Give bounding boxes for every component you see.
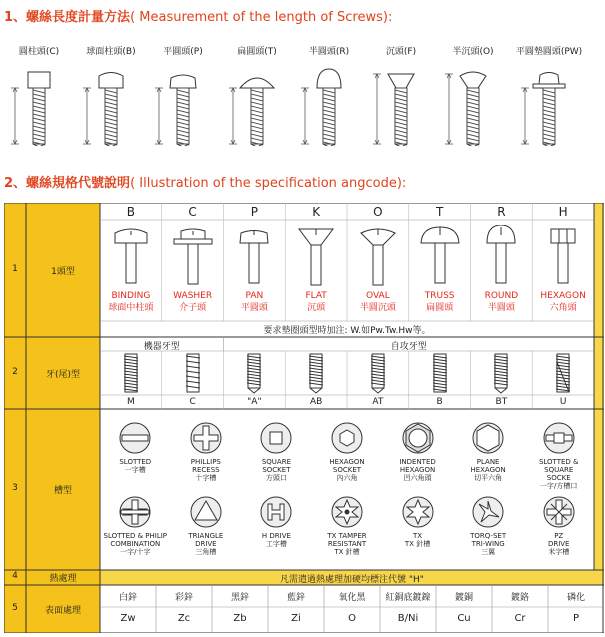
surface-name: 彩鋅	[174, 593, 193, 603]
head-code: T	[435, 205, 444, 219]
head-code: O	[373, 205, 383, 219]
recess-en: SQUARE SOCKET	[261, 458, 291, 474]
surface-code: Zi	[291, 613, 301, 624]
recess-diagram	[259, 495, 293, 529]
head-code: R	[497, 205, 506, 219]
row-label: 1頭型	[51, 267, 75, 277]
surface-name: 磷化	[566, 593, 585, 603]
thread-code: M	[126, 397, 135, 407]
recess-diagram	[471, 421, 505, 455]
slotted-square-icon	[542, 421, 576, 455]
cheese-head-icon	[2, 60, 76, 146]
head-code: H	[558, 205, 568, 219]
thread-code: "A"	[247, 397, 262, 407]
recess-diagram	[330, 495, 364, 529]
section-1-zh: 螺絲長度計量方法	[26, 10, 131, 25]
surface-code: Zc	[177, 613, 191, 624]
head-diagram	[168, 225, 218, 287]
section-2-zh: 螺絲規格代號說明	[26, 176, 131, 191]
recess-zh: 一字槽	[124, 466, 146, 474]
head-diagram	[415, 225, 465, 287]
square-socket-icon	[259, 421, 293, 455]
head-code: P	[250, 205, 258, 219]
surface-code: Zb	[233, 613, 247, 624]
recess-diagram	[401, 421, 435, 455]
head-diagram	[291, 225, 341, 287]
recess-zh: 三角槽	[195, 548, 217, 556]
binding-head-icon	[74, 60, 148, 146]
head-en: OVAL	[366, 291, 390, 301]
pan-washer-head-icon	[512, 60, 586, 146]
recess-en: TX	[413, 532, 423, 540]
row-label: 熱處理	[49, 574, 77, 584]
row-label: 牙(尾)型	[45, 370, 81, 380]
head-en: WASHER	[173, 291, 213, 301]
surface-code: B/Ni	[397, 613, 419, 624]
recess-en: TX TAMPER RESISTANT	[327, 532, 367, 548]
head-en: TRUSS	[424, 291, 455, 301]
recess-zh: 十字槽	[195, 474, 217, 482]
row-number: 2	[12, 367, 18, 377]
surface-code: Cu	[457, 613, 471, 624]
row-label: 表面處理	[44, 606, 81, 616]
recess-zh: 工字槽	[265, 540, 287, 548]
head-diagram	[106, 225, 156, 287]
thread-diagram	[548, 352, 578, 394]
head-diagram	[229, 225, 279, 287]
head-zh: 扁圓頭	[426, 303, 454, 313]
recess-zh: 米字槽	[548, 548, 570, 556]
flat-head-icon	[364, 60, 438, 146]
thread-0-icon	[116, 352, 146, 394]
thread-6-icon	[486, 352, 516, 394]
head-diagram	[353, 225, 403, 287]
head-zh: 六角頭	[549, 303, 577, 313]
head-code: C	[188, 205, 197, 219]
thread-1-icon	[178, 352, 208, 394]
head-en: BINDING	[111, 291, 151, 301]
head-en: ROUND	[484, 291, 519, 301]
measure-item-round-head	[292, 46, 366, 146]
measure-label: 半沉頭(O)	[452, 47, 494, 57]
section-2-number: 2、	[4, 176, 27, 191]
head-R-icon	[476, 225, 526, 287]
thread-group-tapping: 自攻牙型	[390, 342, 427, 352]
plane-hex-icon	[471, 421, 505, 455]
recess-zh: 內六角	[336, 474, 358, 482]
round-head-icon	[292, 60, 366, 146]
thread-diagram	[363, 352, 393, 394]
measure-item-truss-head	[220, 46, 294, 146]
recess-diagram	[259, 421, 293, 455]
oval-head-icon	[436, 60, 510, 146]
thread-5-icon	[425, 352, 455, 394]
truss-head-icon	[220, 60, 294, 146]
head-zh: 沉頭	[307, 303, 326, 313]
thread-diagram	[486, 352, 516, 394]
head-zh: 平圓頭	[240, 303, 268, 313]
measure-item-pan-washer-head	[512, 46, 586, 146]
thread-code: C	[189, 397, 196, 407]
section-2-title	[4, 172, 406, 191]
combination-icon	[118, 495, 152, 529]
recess-en: HEXAGON SOCKET	[329, 458, 365, 474]
row-number: 3	[12, 483, 18, 493]
surface-name: 鍍鉻	[510, 593, 529, 603]
head-en: HEXAGON	[540, 291, 586, 301]
row-number: 4	[12, 571, 18, 581]
measure-item-cheese-head	[2, 46, 76, 146]
recess-en: SLOTTED & PHILIP COMBINATION	[103, 532, 168, 548]
measure-item-oval-head	[436, 46, 510, 146]
thread-diagram	[425, 352, 455, 394]
head-zh: 球面中柱頭	[108, 303, 154, 313]
section-1-en: ( Measurement of the length of Screws):	[130, 10, 393, 25]
recess-diagram	[401, 495, 435, 529]
thread-code: AB	[309, 397, 323, 407]
thread-2-icon	[239, 352, 269, 394]
head-T-icon	[415, 225, 465, 287]
measure-label: 圓柱頭(C)	[18, 47, 60, 57]
thread-diagram	[178, 352, 208, 394]
recess-en: PLANE HEXAGON	[470, 458, 506, 474]
recess-en: TRIANGLE DRIVE	[188, 532, 224, 548]
thread-code: U	[559, 397, 567, 407]
recess-en: H DRIVE	[261, 532, 291, 540]
row-number: 1	[12, 264, 18, 274]
measure-label: 半圓頭(R)	[308, 47, 350, 57]
head-en: FLAT	[305, 291, 327, 301]
recess-en: TORQ-SET TRI-WING	[470, 532, 507, 548]
washer-note: 要求墊圈頭型時加注: W.如Pw.Tw.Hw等。	[263, 326, 431, 336]
head-K-icon	[291, 225, 341, 287]
head-code: B	[126, 205, 135, 219]
tx-tamper-icon	[330, 495, 364, 529]
recess-en: PZ DRIVE	[547, 532, 570, 548]
section-1-number: 1、	[4, 10, 27, 25]
recess-diagram	[330, 421, 364, 455]
thread-code: BT	[495, 397, 508, 407]
recess-en: PHILLIPS RECESS	[190, 458, 221, 474]
surface-name: 紅銅底鍍鎳	[385, 593, 431, 603]
head-zh: 半圓頭	[487, 303, 515, 313]
thread-diagram	[239, 352, 269, 394]
head-en: PAN	[245, 291, 264, 301]
tri-wing-icon	[471, 495, 505, 529]
surface-name: 藍鋅	[286, 593, 305, 603]
pz-icon	[542, 495, 576, 529]
thread-7-icon	[548, 352, 578, 394]
thread-diagram	[301, 352, 331, 394]
thread-group-machine: 機器牙型	[143, 342, 180, 352]
h-drive-icon	[259, 495, 293, 529]
recess-diagram	[118, 495, 152, 529]
pan-head-icon	[146, 60, 220, 146]
recess-diagram	[189, 421, 223, 455]
recess-en: SLOTTED	[119, 458, 152, 466]
recess-en: INDENTED HEXAGON	[399, 458, 436, 474]
measure-item-flat-head	[364, 46, 438, 146]
measure-label: 平圓頭(P)	[163, 47, 203, 57]
recess-zh: TX 針槽	[404, 540, 431, 548]
recess-zh: TX 針槽	[334, 548, 360, 556]
surface-code: Cr	[514, 613, 526, 624]
recess-diagram	[471, 495, 505, 529]
thread-4-icon	[363, 352, 393, 394]
measure-label: 平圓墊圓頭(PW)	[515, 47, 583, 57]
indented-hex-icon	[401, 421, 435, 455]
recess-zh: 一字/十字	[120, 548, 151, 556]
surface-code: O	[348, 613, 356, 624]
head-code: K	[312, 205, 321, 219]
specification-table	[4, 203, 604, 633]
head-zh: 介子頭	[179, 303, 207, 313]
thread-diagram	[116, 352, 146, 394]
measure-item-pan-head	[146, 46, 220, 146]
surface-code: P	[572, 613, 580, 624]
surface-code: Zw	[120, 613, 136, 624]
measure-label: 扁圓頭(T)	[237, 47, 277, 57]
recess-diagram	[189, 495, 223, 529]
triangle-icon	[189, 495, 223, 529]
head-H-icon	[538, 225, 588, 287]
recess-diagram	[118, 421, 152, 455]
surface-name: 氧化黑	[338, 593, 366, 603]
surface-name: 鍍銅	[454, 593, 473, 603]
head-B-icon	[106, 225, 156, 287]
head-diagram	[476, 225, 526, 287]
recess-zh: 三翼	[481, 548, 496, 556]
surface-name: 黑鋅	[230, 593, 249, 603]
head-P-icon	[229, 225, 279, 287]
recess-diagram	[542, 421, 576, 455]
recess-zh: 凹六角頭	[403, 474, 432, 482]
head-C-icon	[168, 225, 218, 287]
measure-label: 沉頭(F)	[385, 47, 417, 57]
hex-socket-icon	[330, 421, 364, 455]
thread-code: AT	[372, 397, 384, 407]
head-zh: 半圓沉頭	[359, 303, 396, 313]
row-label: 槽型	[53, 486, 72, 496]
phillips-icon	[189, 421, 223, 455]
recess-en: SLOTTED & SQUARE SOCKE	[538, 458, 579, 482]
section-2-en: ( Illustration of the specification angcode):	[130, 176, 407, 191]
recess-diagram	[542, 495, 576, 529]
thread-3-icon	[301, 352, 331, 394]
measure-item-binding-head	[74, 46, 148, 146]
head-diagram	[538, 225, 588, 287]
recess-zh: 切平六角	[474, 474, 503, 482]
surface-name: 白鋅	[118, 593, 137, 603]
recess-zh: 一字/方槽口	[540, 482, 578, 490]
thread-code: B	[436, 397, 443, 407]
heat-note: 凡需遣過熱處理加硬均標注代號 "H"	[280, 575, 424, 585]
section-1-title	[4, 6, 392, 25]
measure-label: 球面柱頭(B)	[86, 47, 136, 57]
tx-icon	[401, 495, 435, 529]
slotted-icon	[118, 421, 152, 455]
row-number: 5	[12, 603, 18, 613]
recess-zh: 方頭口	[265, 474, 287, 482]
head-O-icon	[353, 225, 403, 287]
